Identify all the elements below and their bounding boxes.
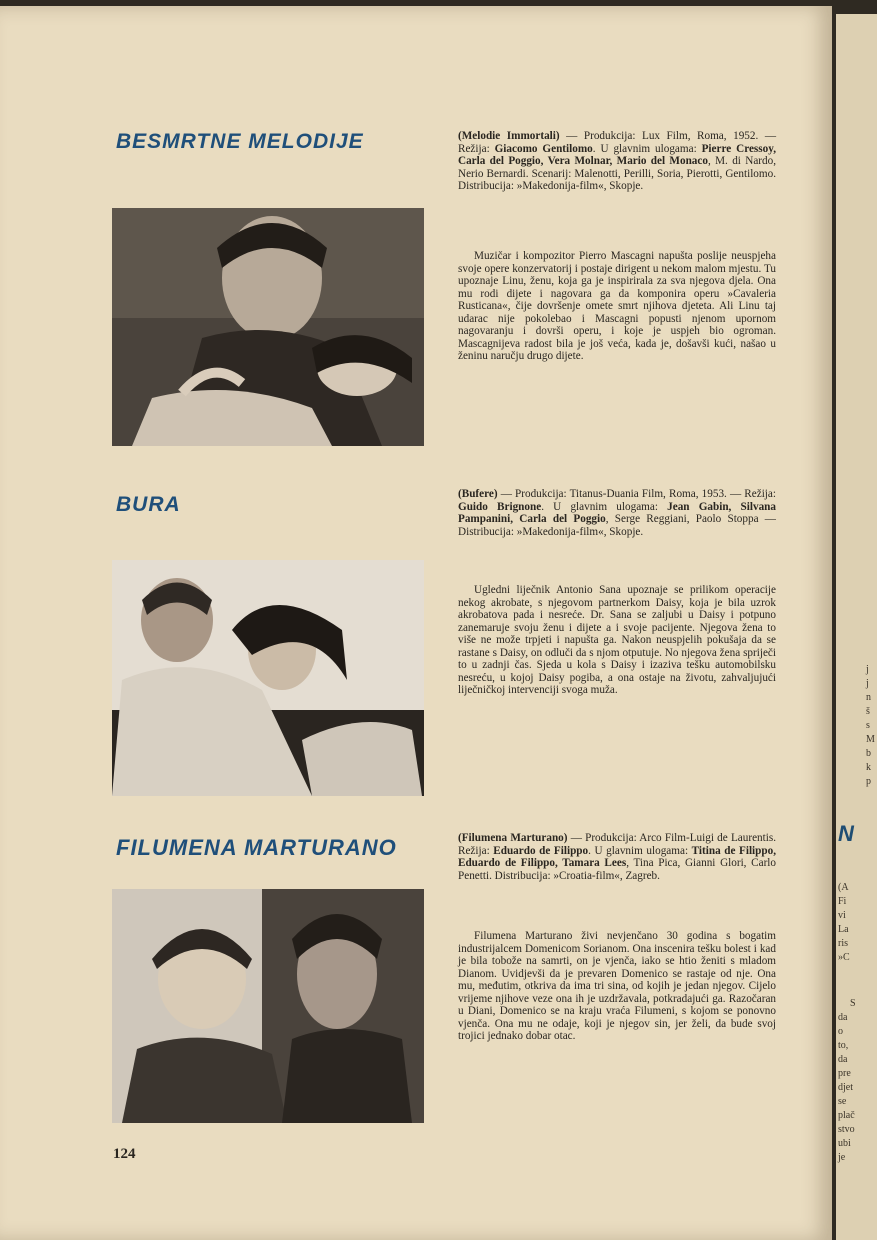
next-page-fragment: o <box>838 1026 843 1037</box>
next-page-fragment: plač <box>838 1110 855 1121</box>
next-page-fragment: se <box>838 1096 847 1107</box>
film-title-bura: BURA <box>116 493 181 516</box>
film-title-filumena-marturano: FILUMENA MARTURANO <box>116 835 397 860</box>
next-page-fragment: n <box>866 692 871 703</box>
next-page-fragment: N <box>838 821 854 846</box>
film-synopsis-filumena-marturano: Filumena Marturano živi nevjenčano 30 godina s bogatim industrijalcem Domenicom Sorianom. Ona inscenira tešku bolest i kad je bila tobože na samrti, on je vjenča, iako se htio ženiti s mladom Dianom. Uvidjevši da je prevaren Domenico se rastaje od nje. Ona mu, međutim, otkriva da ima tri sina, od kojih je jedan njegov. Cijelo vrijeme njihove veze ona ih je uzdržavala, potkradajući ga. Razočaran u Diani, Domenico se na kraju vraća Filumeni, s kojom se ponovno vjenča. Ona mu ne odaje, koji je njegov sin, jer želi, da bude svoj trojici jednako dobar otac. <box>458 930 776 1042</box>
film-credits-besmrtne-melodije <box>458 130 776 193</box>
credit-segment: . U glavnim ulogama: <box>588 844 692 857</box>
adjacent-page-edge <box>836 14 877 1240</box>
film-still-bura <box>112 560 424 796</box>
credit-segment: , M. di Nardo, Nerio Bernardi. Scenarij: Malenotti, Perilli, Soria, Pierotti, Gentilomo. Distribucija: »Makedonija-film«, Skopje. <box>458 155 776 192</box>
credit-segment: , Serge Reggiani, Paolo Stoppa — Distribucija: »Makedonija-film«, Skopje. <box>458 513 776 538</box>
next-page-fragment: La <box>838 924 849 935</box>
next-page-fragment: j <box>866 664 869 675</box>
credit-segment: . U glavnim ulogama: <box>541 500 668 513</box>
credit-segment: (Filumena Marturano) <box>458 832 568 844</box>
credit-segment: Giacomo Gentilomo <box>494 142 593 155</box>
page-number: 124 <box>113 1146 136 1162</box>
next-page-fragment: b <box>866 748 871 759</box>
credit-segment: . U glavnim ulogama: <box>592 142 702 155</box>
credit-segment: , Tina Pica, Gianni Glori, Carlo Penetti. Distribucija: »Croatia-film«, Zagreb. <box>458 857 776 882</box>
next-page-fragment: S <box>850 998 856 1009</box>
next-page-fragment: da <box>838 1054 848 1065</box>
film-credits-filumena-marturano <box>458 832 776 882</box>
next-page-fragment: to, <box>838 1040 849 1051</box>
credit-segment: (Melodie Immortali) <box>458 130 560 142</box>
next-page-fragment: da <box>838 1012 848 1023</box>
next-page-fragment: ris <box>838 938 848 949</box>
film-credits-bura <box>458 488 776 538</box>
credit-segment: (Bufere) <box>458 488 498 500</box>
credit-segment: Guido Brignone <box>458 500 542 513</box>
credit-segment: Pierre Cressoy, Carla del Poggio, Vera Molnar, Mario del Monaco <box>458 142 776 167</box>
next-page-fragment: š <box>866 706 870 717</box>
next-page-fragment: »C <box>838 952 850 963</box>
next-page-fragment: (A <box>838 882 849 893</box>
next-page-fragment: pre <box>838 1068 851 1079</box>
film-still-filumena-marturano <box>112 889 424 1123</box>
next-page-fragment: s <box>866 720 870 731</box>
magazine-page <box>0 6 832 1240</box>
next-page-fragment: M <box>866 734 875 745</box>
film-synopsis-bura: Ugledni liječnik Antonio Sana upoznaje se prilikom operacije nekog akrobate, s njegovom partnerkom Daisy, koja je bila uzrok akrobatova pada i nesreće. Dr. Sana se zaljubi u Daisy i potpuno zanemaruje svoju ženu i dijete a i svoje pacijente. Njegova žena to više ne može trpjeti i napušta ga. Nakon neuspjelih pokušaja da se rastane s Daisy, on odluči da s njom otputuje. No njegova žena spriječi to u zadnji čas. Sjeda u kola s Daisy i izaziva tešku automobilsku nesreću, u kojoj Daisy pogiba, a ona ostaje na životu, zahvaljujući liječničkoj intervenciji svoga muža. <box>458 584 776 696</box>
credit-segment: — Produkcija: Titanus-Duania Film, Roma, 1953. — Režija: <box>497 488 776 500</box>
next-page-fragment: vi <box>838 910 846 921</box>
credit-segment: Jean Gabin, Silvana Pampanini, Carla del Poggio <box>458 500 776 525</box>
credit-segment: — Produkcija: Lux Film, Roma, 1952. — Režija: <box>458 130 777 155</box>
film-still-besmrtne-melodije <box>112 208 424 446</box>
credit-segment: Titina de Filippo, Eduardo de Filippo, Tamara Lees <box>458 844 777 869</box>
next-page-fragment: p <box>866 776 871 787</box>
next-page-fragment: stvo <box>838 1124 855 1135</box>
credit-segment: Eduardo de Filippo <box>493 844 589 857</box>
next-page-fragment: k <box>866 762 871 773</box>
next-page-fragment: je <box>838 1152 846 1163</box>
credit-segment: — Produkcija: Arco Film-Luigi de Laurentis. Režija: <box>458 832 776 857</box>
next-page-fragment: ubi <box>838 1138 851 1149</box>
next-page-fragment: j <box>866 678 869 689</box>
next-page-fragment: Fi <box>838 896 847 907</box>
film-synopsis-besmrtne-melodije: Muzičar i kompozitor Pierro Mascagni napušta poslije neuspjeha svoje opere konzervatorij i postaje dirigent u nekom malom mjestu. Tu upoznaje Linu, ženu, koja ga je inspirirala za sva njegova djela. Ona mu rodi dijete i nagovara ga da komponira operu »Cavaleria Rusticana«, čije dovršenje omete smrt njihova djeteta. Ali Linu taj udarac nije pokolebao i Mascagni popusti njenom upornom nagovaranju i dovrši operu, i koje je uspjeh bio ogroman. Mascagnijeva radost bila je još veća, kada je, došavši kući, našao u ženinu naručju drugo dijete. <box>458 250 776 362</box>
film-title-besmrtne-melodije: BESMRTNE MELODIJE <box>116 130 364 153</box>
next-page-fragment: djet <box>838 1082 853 1093</box>
